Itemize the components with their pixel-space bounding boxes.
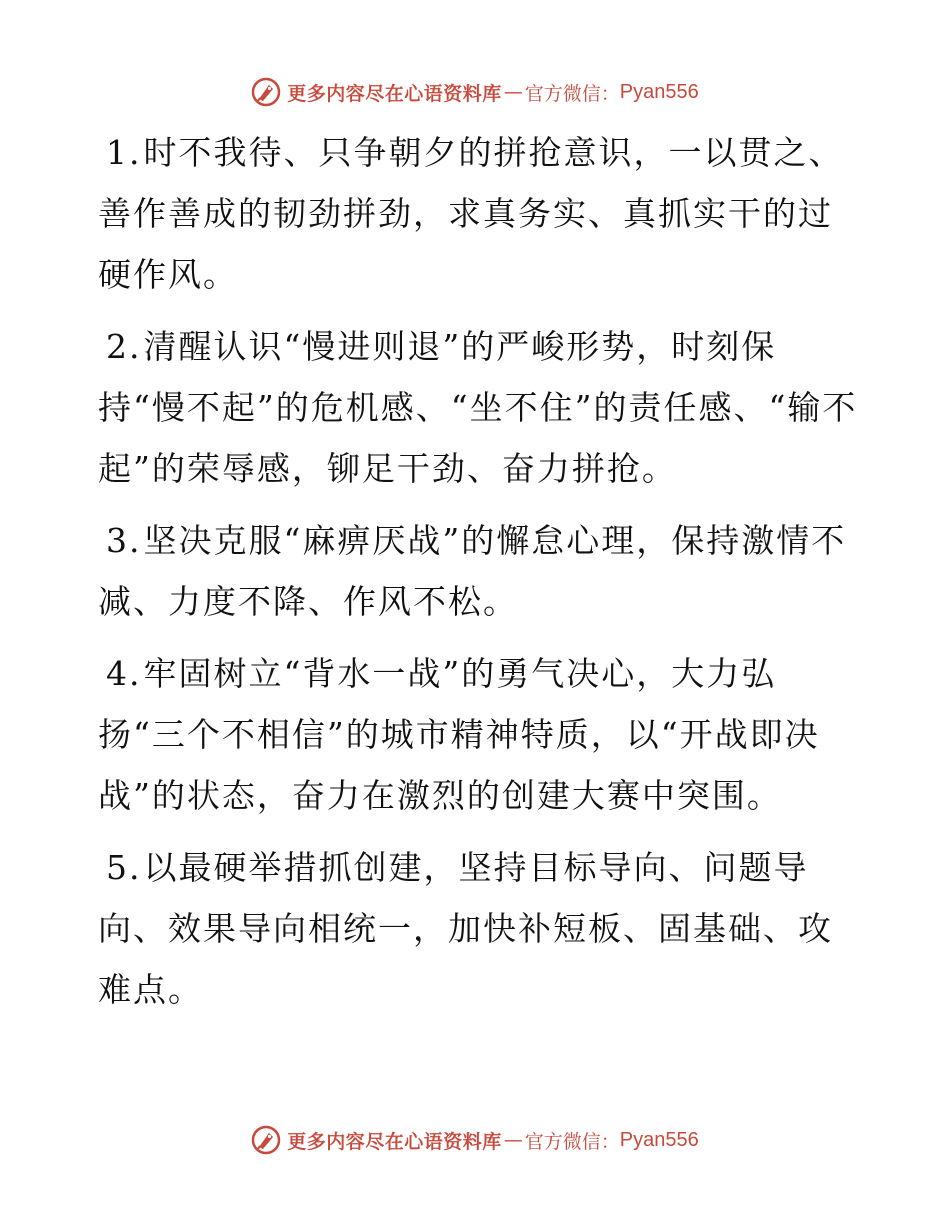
header-brand-text: 更多内容尽在心语资料库 xyxy=(287,82,502,105)
item-text: 坚决克服“麻痹厌战”的懈怠心理，保持激情不减、力度不降、作风不松。 xyxy=(98,521,847,621)
item-number: 4. xyxy=(106,654,142,693)
item-number: 5. xyxy=(106,848,142,887)
list-item xyxy=(98,643,858,826)
list-item xyxy=(98,837,858,1020)
item-number: 3. xyxy=(106,521,142,560)
item-text: 牢固树立“背水一战”的勇气决心，大力弘扬“三个不相信”的城市精神特质，以“开战即决战”的状态，奋力在激烈的创建大赛中突围。 xyxy=(98,654,820,815)
item-text: 清醒认识“慢进则退”的严峻形势，时刻保持“慢不起”的危机感、“坐不住”的责任感、“输不起”的荣辱感，铆足干劲、奋力拼抢。 xyxy=(98,327,858,488)
list-item xyxy=(98,316,858,499)
header-dash: — xyxy=(503,81,523,103)
item-text: 时不我待、只争朝夕的拼抢意识，一以贯之、善作善成的韧劲拼劲，求真务实、真抓实干的过硬作风。 xyxy=(98,133,844,294)
footer-dash: — xyxy=(503,1129,523,1151)
document-body xyxy=(98,122,858,1031)
item-text: 以最硬举措抓创建，坚持目标导向、问题导向、效果导向相统一，加快补短板、固基础、攻难点。 xyxy=(98,848,833,1009)
item-number: 1. xyxy=(106,133,142,172)
header-wechat-label: 官方微信： xyxy=(524,82,620,105)
item-number: 2. xyxy=(106,327,142,366)
footer-wechat-id: Pyan556 xyxy=(619,1128,699,1151)
page-header xyxy=(0,72,950,112)
footer-wechat-label: 官方微信： xyxy=(524,1130,620,1153)
list-item xyxy=(98,510,858,632)
list-item xyxy=(98,122,858,305)
header-wechat-id: Pyan556 xyxy=(619,80,699,103)
pen-nib-logo-icon xyxy=(251,77,281,107)
footer-brand-text: 更多内容尽在心语资料库 xyxy=(287,1130,502,1153)
page-footer xyxy=(0,1120,950,1160)
pen-nib-logo-icon xyxy=(251,1125,281,1155)
